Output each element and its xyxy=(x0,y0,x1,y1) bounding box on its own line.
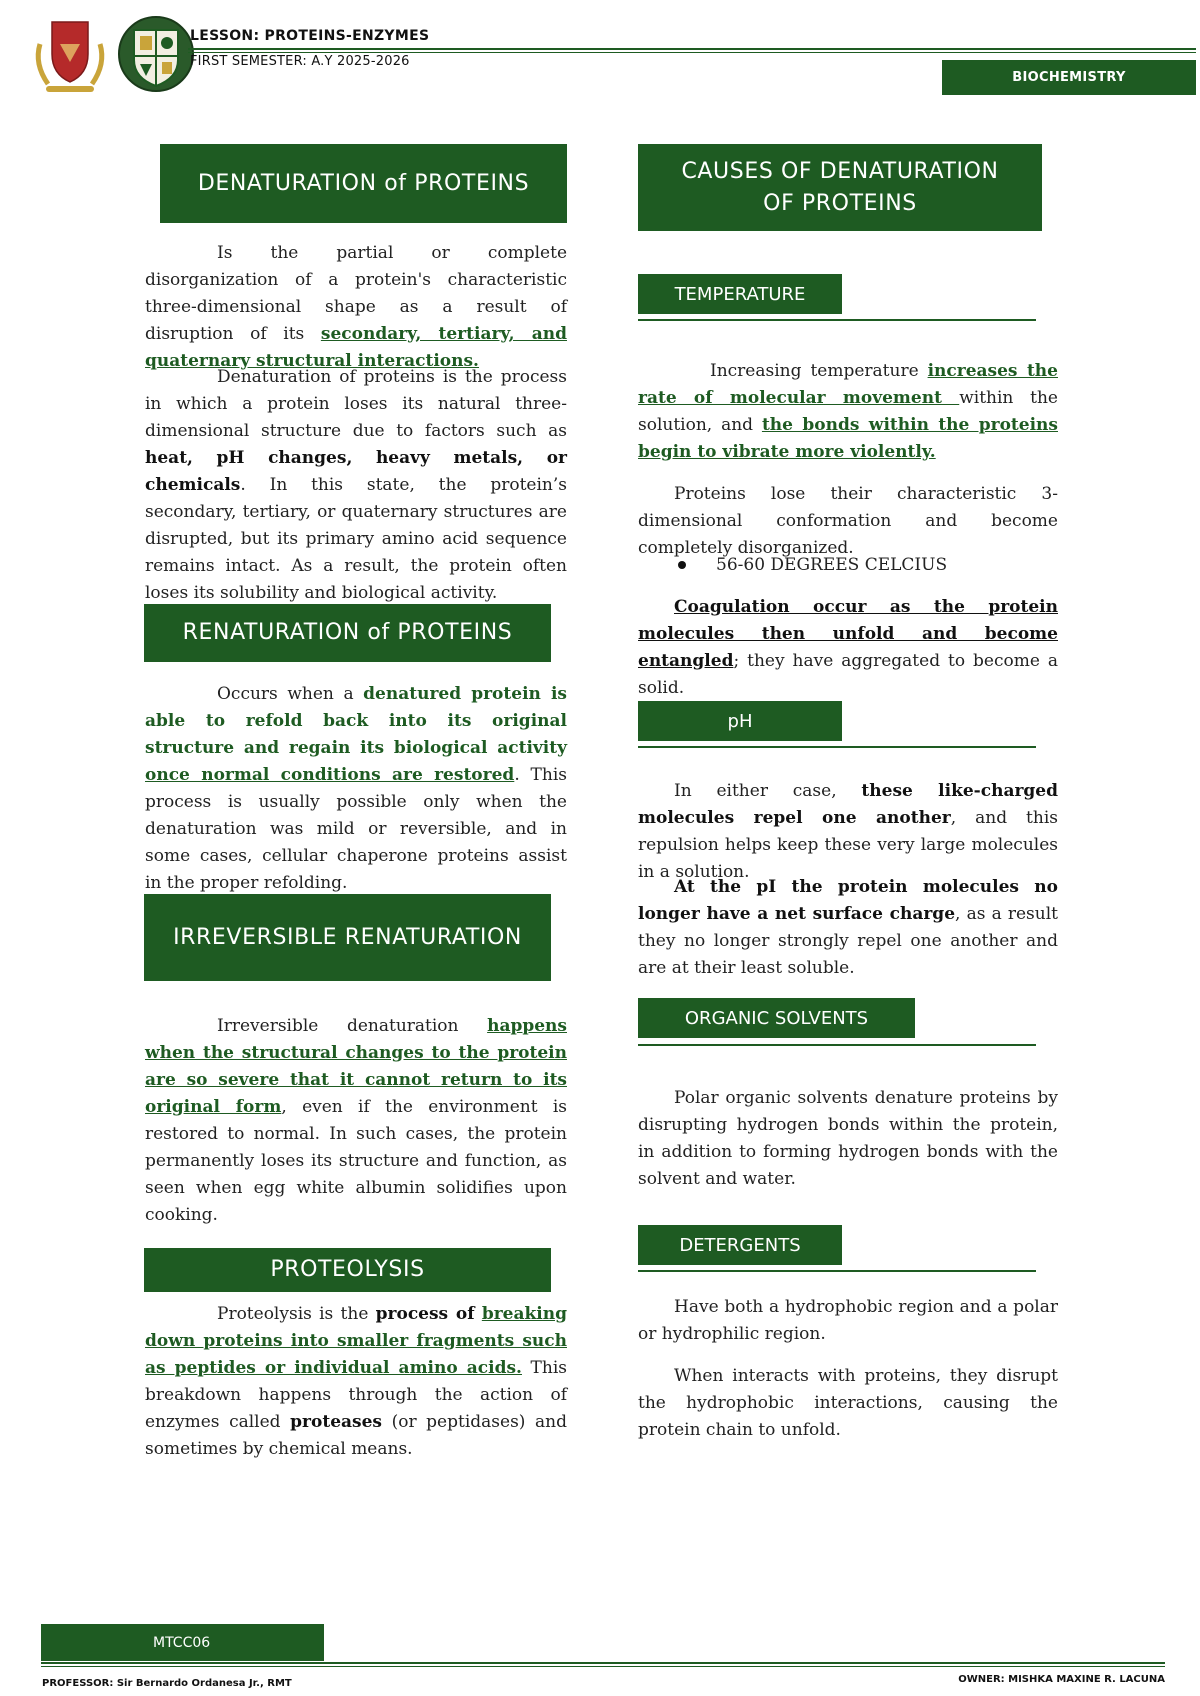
university-crest-icon xyxy=(30,14,110,96)
denaturation-heading: DENATURATION of PROTEINS xyxy=(160,144,567,223)
coagulation-description: Coagulation occur as the protein molecules then unfold and become entangled; they have aggregated to become a solid. xyxy=(638,597,1058,698)
lesson-title: LESSON: PROTEINS-ENZYMES xyxy=(190,28,430,44)
isoelectric-description: At the pI the protein molecules no longer have a net surface charge, as a result they no longer strongly repel one another and are at their least soluble. xyxy=(638,877,1058,978)
temperature-range-bullet: 56-60 DEGREES CELCIUS xyxy=(678,555,947,575)
college-seal-icon xyxy=(116,14,196,96)
organic-solvents-underline xyxy=(638,1044,1036,1046)
proteolysis-heading: PROTEOLYSIS xyxy=(144,1248,551,1292)
organic-solvents-description: Polar organic solvents denature proteins by disrupting hydrogen bonds within the protein, in addition to forming hydrogen bonds with the solvent and water. xyxy=(638,1088,1058,1189)
ph-description: In either case, these like-charged molecules repel one another, and this repulsion helps keep these very large molecules in a solution. xyxy=(638,781,1059,882)
ph-heading: pH xyxy=(638,701,842,741)
owner-label: OWNER: MISHKA MAXINE R. LACUNA xyxy=(958,1674,1165,1685)
temperature-underline xyxy=(638,319,1036,321)
detergents-underline xyxy=(638,1270,1036,1272)
subject-badge: BIOCHEMISTRY xyxy=(942,60,1196,95)
renaturation-heading: RENATURATION of PROTEINS xyxy=(144,604,551,662)
header-rule xyxy=(188,48,1196,50)
proteolysis-description: Proteolysis is the process of breaking down proteins into smaller fragments such as peptides or individual amino acids. This breakdown happens through the action of enzymes called proteases (or peptidases) and sometimes by chemical means. xyxy=(145,1304,567,1459)
bullet-dot xyxy=(678,561,686,569)
detergents-effect: When interacts with proteins, they disrupt the hydrophobic interactions, causing the protein chain to unfold. xyxy=(638,1366,1058,1440)
temperature-description: Increasing temperature increases the rate of molecular movement within the solution, and the bonds within the proteins begin to vibrate more violently. xyxy=(638,361,1058,462)
footer-rule-thin xyxy=(41,1666,1165,1667)
footer-rule xyxy=(41,1662,1165,1664)
irreversible-description: Irreversible denaturation happens when the structural changes to the protein are so severe that it cannot return to its original form, even if the environment is restored to normal. In such cases, the protein permanently loses its structure and function, as seen when egg white albumin solidifies upon cooking. xyxy=(145,1016,568,1225)
denaturation-definition: Is the partial or complete disorganization of a protein's characteristic three-dimensional shape as a result of disruption of its secondary, tertiary, and quaternary structural interactions. xyxy=(145,243,567,371)
course-code-badge: MTCC06 xyxy=(41,1624,324,1661)
irreversible-heading: IRREVERSIBLE RENATURATION xyxy=(144,894,551,981)
semester-label: FIRST SEMESTER: A.Y 2025-2026 xyxy=(190,54,410,69)
denaturation-description: Denaturation of proteins is the process in which a protein loses its natural three-dimensional structure due to factors such as heat, pH changes, heavy metals, or chemicals. In this state, the protein’s secondary, tertiary, or quaternary structures are disrupted, but its primary amino acid sequence remains intact. As a result, the protein often loses its solubility and biological activity. xyxy=(145,367,567,603)
renaturation-description: Occurs when a denatured protein is able to refold back into its original structure and regain its biological activity once normal conditions are restored. This process is usually possible only when the denaturation was mild or reversible, and in some cases, cellular chaperone proteins assist in the proper refolding. xyxy=(145,684,568,893)
temperature-effect: Proteins lose their characteristic 3-dimensional conformation and become completely disorganized. xyxy=(638,484,1058,558)
causes-heading: CAUSES OF DENATURATION OF PROTEINS xyxy=(638,144,1042,231)
detergents-description: Have both a hydrophobic region and a polar or hydrophilic region. xyxy=(638,1297,1058,1344)
detergents-heading: DETERGENTS xyxy=(638,1225,842,1265)
temperature-heading: TEMPERATURE xyxy=(638,274,842,314)
professor-label: PROFESSOR: Sir Bernardo Ordanesa Jr., RMT xyxy=(42,1678,292,1689)
ph-underline xyxy=(638,746,1036,748)
header-rule-thin xyxy=(188,52,1196,53)
organic-solvents-heading: ORGANIC SOLVENTS xyxy=(638,998,915,1038)
